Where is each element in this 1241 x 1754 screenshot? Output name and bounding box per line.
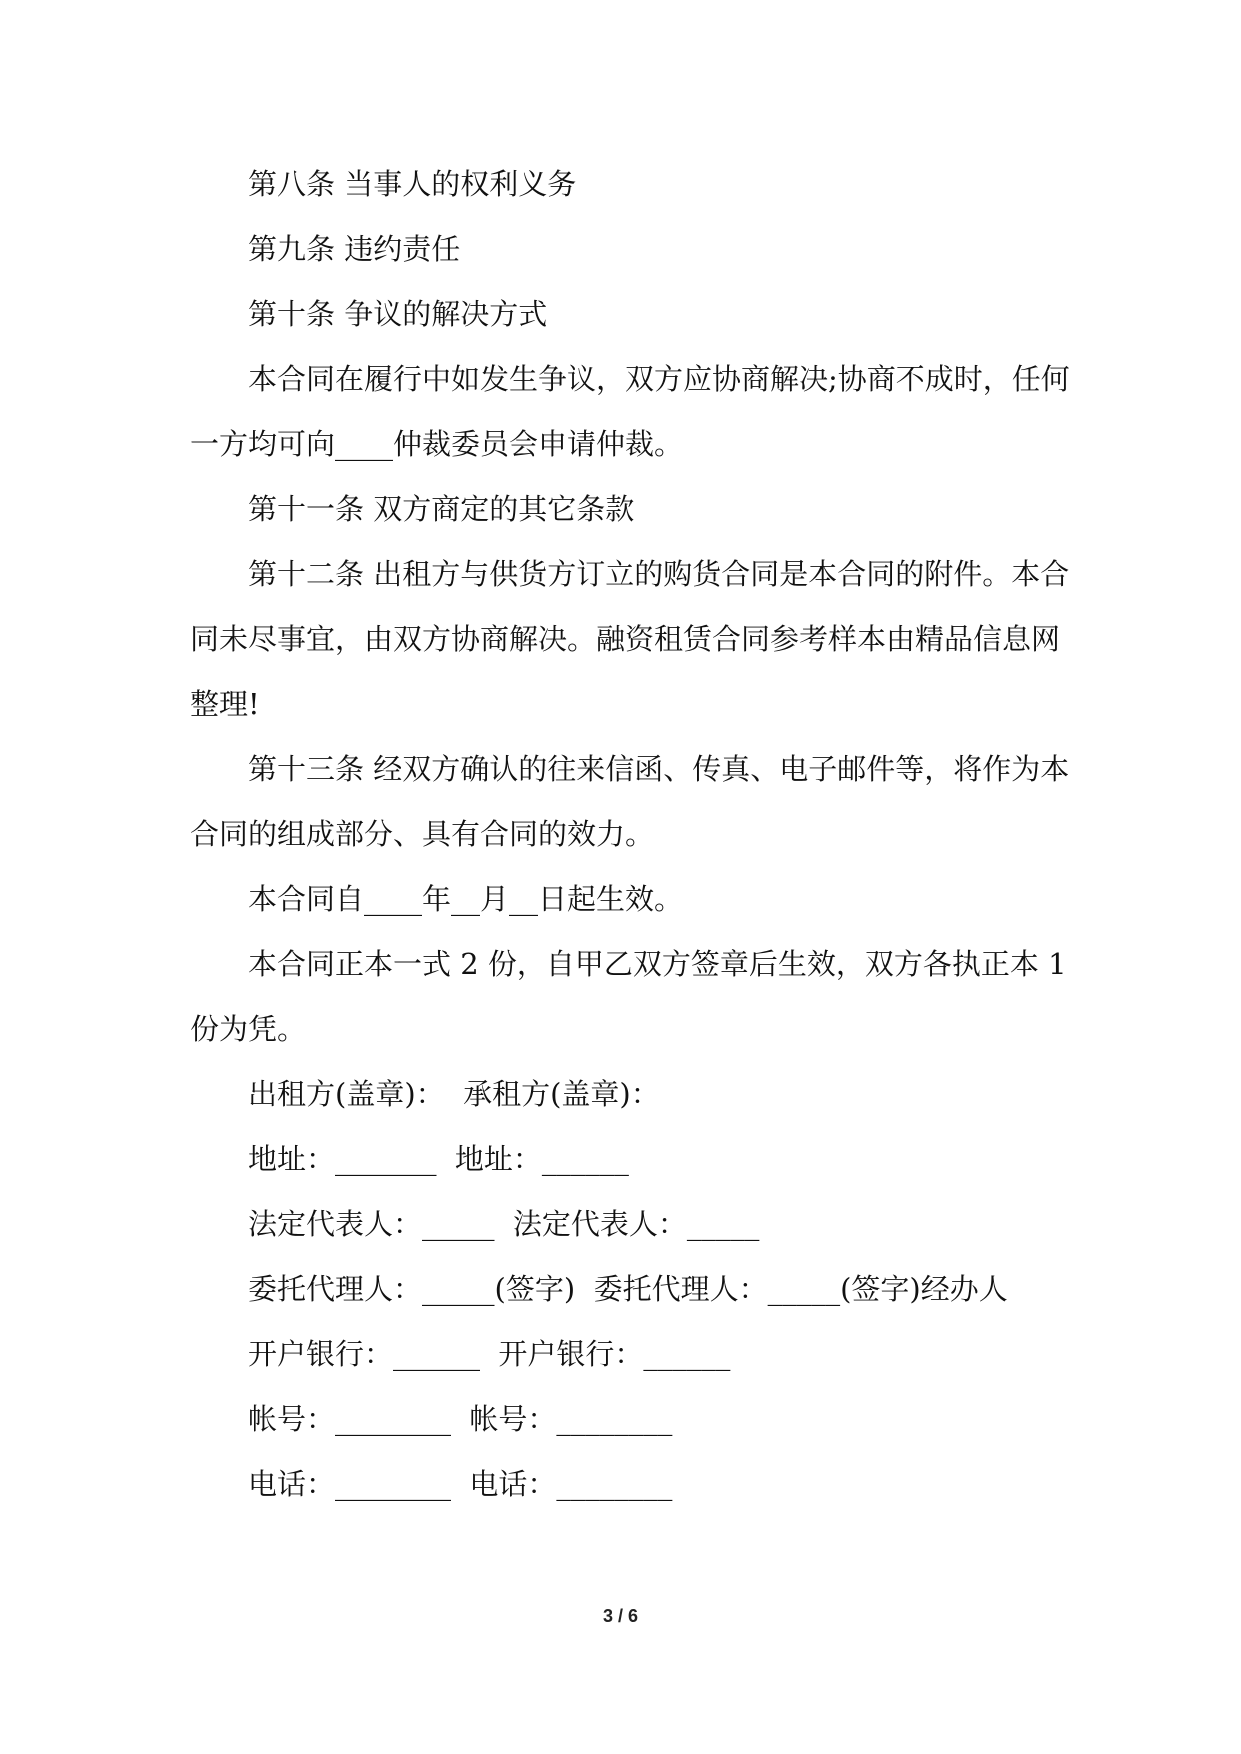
legal-representative-line: 法定代表人：_____ 法定代表人：_____ (248, 1207, 760, 1241)
article-11-heading: 第十一条 双方商定的其它条款 (248, 492, 635, 526)
copies-text: 本合同正本一式 2 份，自甲乙双方签章后生效，双方各执正本 1 份为凭。 (190, 947, 1076, 1046)
effective-date-text: 本合同自____年__月__日起生效。 (248, 882, 684, 916)
phone-line: 电话：________ 电话：________ (248, 1467, 673, 1501)
article-13-text: 第十三条 经双方确认的往来信函、传真、电子邮件等，将作为本合同的组成部分、具有合同的效力。 (190, 752, 1070, 851)
account-number-line: 帐号：________ 帐号：________ (248, 1402, 673, 1436)
article-8-heading: 第八条 当事人的权利义务 (248, 167, 577, 201)
page-number: 3 / 6 (602, 1606, 639, 1626)
document-body (190, 152, 1076, 1517)
article-9-heading: 第九条 违约责任 (248, 232, 461, 266)
dispute-resolution-text: 本合同在履行中如发生争议，双方应协商解决;协商不成时，任何一方均可向____仲裁委员会申请仲裁。 (190, 362, 1070, 461)
bank-line: 开户银行：______ 开户银行：______ (248, 1337, 731, 1371)
address-line: 地址：_______ 地址：______ (248, 1142, 629, 1176)
article-12-text: 第十二条 出租方与供货方订立的购货合同是本合同的附件。本合同未尽事宜，由双方协商解决。融资租赁合同参考样本由精品信息网整理! (190, 557, 1070, 721)
article-10-heading: 第十条 争议的解决方式 (248, 297, 548, 331)
signature-seal-line: 出租方(盖章)： 承租方(盖章)： (248, 1077, 660, 1111)
authorized-agent-line: 委托代理人：_____(签字) 委托代理人：_____(签字)经办人 (248, 1272, 1008, 1306)
